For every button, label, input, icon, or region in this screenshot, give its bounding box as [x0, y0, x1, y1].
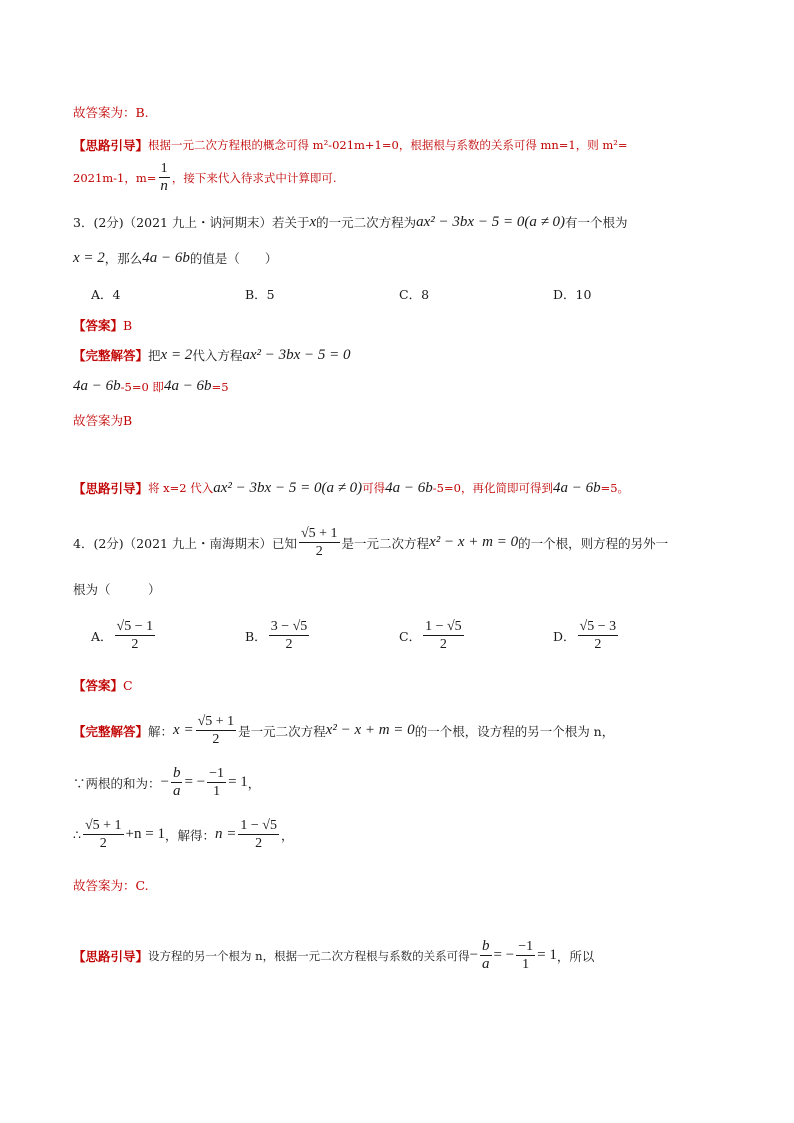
q3-option-c[interactable]: C．8: [399, 287, 430, 302]
q4-head: 4．(2分)（2021 九上・南海期末）已知: [73, 535, 297, 551]
q3-solution-line2: 4a − 6b -5=0 即 4a − 6b =5: [73, 378, 229, 394]
q3-option-b[interactable]: B．5: [245, 287, 275, 302]
answer-value: B: [123, 317, 133, 333]
q4-solution: 【完整解答】 解： x = $\frac{√5 + 1}{2}$ 是一元二次方程 x² − x + m = 0 的一个根，设方程的另一个根为 n，: [73, 714, 615, 747]
hint-line-prev-cont: [73, 160, 337, 195]
q4-option-b[interactable]: B． $\frac{3 - √5}{2}$: [245, 619, 308, 652]
q4-hint: 【思路引导】 设方程的另一个根为 n，根据一元二次方程根与系数的关系可得 − $\frac{b}{a}$ = − $\frac{-1}{1}$ = 1 ，所以: [73, 938, 595, 972]
question-3-stem-line2: [73, 249, 277, 267]
q3-mid: 的一元二次方程为: [316, 215, 417, 230]
q4-solution-line2: ∵两根的和为： − $\frac{b}{a}$ = − $\frac{-1}{1}$ = 1 ，: [73, 765, 261, 799]
q3-var: x: [309, 213, 317, 230]
q3-expr: 4a − 6b: [142, 249, 190, 266]
hint-tag: 【思路引导】: [73, 481, 149, 496]
q3-x-eq-2: x = 2: [73, 249, 105, 266]
q4-solution-line4: 故答案为：C.: [73, 878, 149, 893]
question-3-stem: [73, 213, 628, 231]
q3-tail: 有一个根为: [565, 215, 628, 230]
hint-tag: 【思路引导】: [73, 948, 149, 964]
q4-option-d[interactable]: D． $\frac{√5 - 3}{2}$: [553, 619, 617, 652]
answer-value: C: [123, 677, 133, 693]
q3-head: 3．(2分)（2021 九上・讷河期末）若关于: [73, 215, 310, 230]
hint-text-cont-b: ，接下来代入待求式中计算即可.: [171, 170, 337, 185]
q3-equation: ax² − 3bx − 5 = 0(a ≠ 0): [416, 213, 566, 230]
solution-tag: 【完整解答】: [73, 348, 149, 363]
q3-hint: 【思路引导】 将 x=2 代入 ax² − 3bx − 5 = 0(a ≠ 0) 可得 4a − 6b -5=0，再化简即可得到 4a − 6b =5。: [73, 479, 630, 496]
q4-option-a[interactable]: A． $\frac{√5 - 1}{2}$: [91, 619, 154, 652]
q4-solution-line3: ∴ $\frac{√5 + 1}{2}$ +n = 1 ，解得： n = $\frac{1 - √5}{2}$ ，: [73, 818, 294, 851]
prev-answer-text: 故答案为：B.: [73, 105, 149, 120]
q4-option-c[interactable]: C． $\frac{1 - √5}{2}$: [399, 619, 462, 652]
answer-tag: 【答案】: [73, 318, 124, 333]
q3-solution: 【完整解答】 把 x = 2 代入方程 ax² − 3bx − 5 = 0: [73, 346, 351, 363]
hint-tag: 【思路引导】: [73, 138, 149, 153]
question-4-stem-line2: 根为（ ）: [73, 582, 161, 597]
q4-answer: [73, 676, 133, 694]
q3-text-end: 的值是（ ）: [189, 251, 278, 266]
hint-text: 根据一元二次方程根的概念可得 m²-021m+1=0，根据根与系数的关系可得 mn=1，则 m²=: [148, 138, 628, 152]
q3-solution-line3: 故答案为B: [73, 413, 133, 428]
q3-option-a[interactable]: A．4: [91, 287, 121, 302]
q3-answer: [73, 316, 132, 334]
q3-text: ，那么: [104, 251, 143, 266]
q4-root-fraction: $\frac{√5 + 1}{2}$: [300, 526, 338, 559]
fraction-1-over-n: $\frac{1}{n}$: [160, 161, 168, 194]
q3-option-d[interactable]: D．10: [553, 287, 592, 302]
hint-text-cont-a: 2021m-1，m=: [73, 170, 157, 185]
answer-tag: 【答案】: [73, 678, 124, 693]
answer-line-prev: [73, 103, 149, 121]
hint-line-prev: [73, 136, 628, 154]
question-4-stem: 4．(2分)（2021 九上・南海期末）已知 $\frac{√5 + 1}{2}$ 是一元二次方程 x² − x + m = 0 的一个根，则方程的另外一: [73, 526, 669, 559]
solution-tag: 【完整解答】: [73, 723, 149, 739]
